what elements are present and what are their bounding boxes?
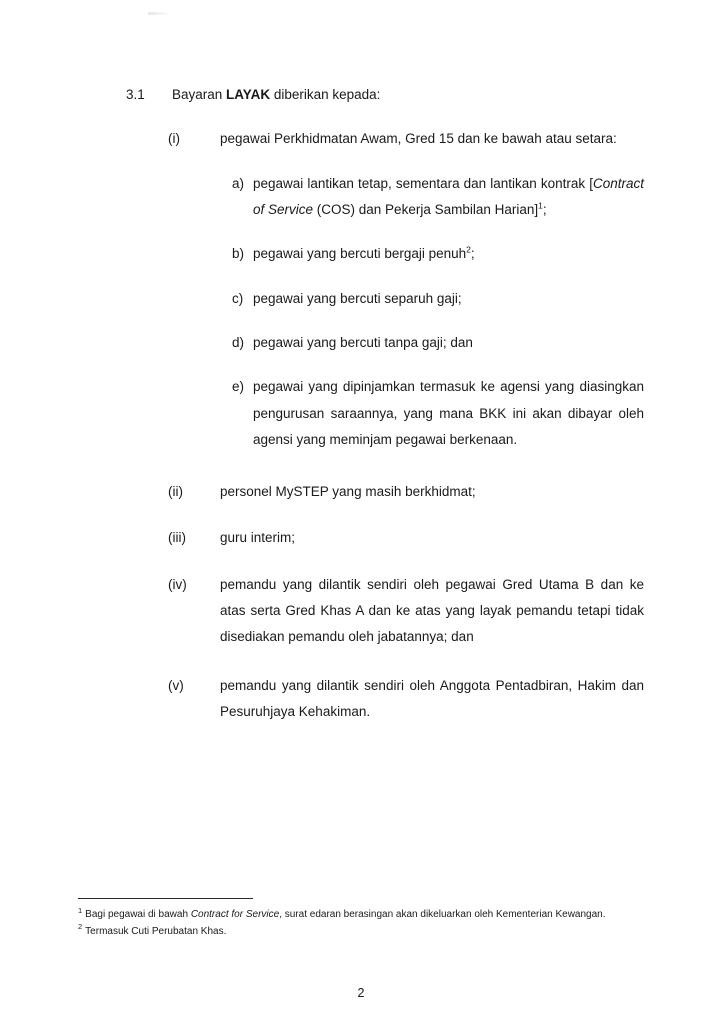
sub-list-item-marker: c) (232, 290, 244, 306)
sub-list-item-text (253, 241, 644, 267)
sub-list-item (232, 241, 644, 267)
footnote-text-part2: , surat edaran berasingan akan dikeluarkan oleh Kementerian Kewangan. (279, 909, 606, 920)
sub-list-item (232, 286, 644, 312)
sub-list-item-text: pegawai yang dipinjamkan termasuk ke agensi yang diasingkan pengurusan saraannya, yang mana BKK ini akan dibayar oleh agensi yang meminjam pegawai berkenaan. (253, 379, 644, 447)
footnote-2 (78, 922, 644, 940)
footnote-1 (78, 905, 644, 923)
sub-text-part1: pegawai lantikan tetap, sementara dan lantikan kontrak [ (253, 175, 593, 191)
sub-list-item (232, 171, 644, 224)
footnote-ref: 2 (466, 244, 471, 255)
section-3-1 (126, 82, 644, 108)
sub-text-part2: (COS) dan Pekerja Sambilan Harian] (313, 201, 539, 217)
list-item-text: pemandu yang dilantik sendiri oleh Anggota Pentadbiran, Hakim dan Pesuruhjaya Kehakiman. (220, 677, 644, 719)
section-lead-text (172, 82, 644, 108)
sub-list-item-marker: d) (232, 334, 245, 350)
list-item-text: pegawai Perkhidmatan Awam, Gred 15 dan ke bawah atau setara: (220, 131, 617, 147)
lead-before-bold: Bayaran (172, 87, 227, 102)
sub-text-end: ; (470, 246, 475, 262)
list-item-marker: (iii) (168, 530, 186, 546)
footnote-marker: 2 (78, 922, 83, 932)
footnote-marker: 1 (78, 905, 83, 915)
page-number: 2 (357, 986, 365, 1000)
sub-text-italic: Contract of Service (253, 175, 644, 217)
list-item-marker: (ii) (168, 484, 183, 500)
sub-text-part1: pegawai yang bercuti bergaji penuh (253, 246, 467, 262)
list-item (168, 126, 644, 152)
list-item-marker: (iv) (168, 576, 187, 592)
list-item (168, 525, 644, 551)
list-item-text: pemandu yang dilantik sendiri oleh pegawai Gred Utama B dan ke atas serta Gred Khas A dan ke atas yang layak pemandu tetapi tidak disediakan pemandu oleh jabatannya; dan (220, 576, 644, 645)
list-item-marker: (v) (168, 677, 184, 693)
sub-list-item (232, 330, 644, 356)
sub-list-item-marker: b) (232, 246, 245, 262)
list-item (168, 479, 644, 505)
list-item (168, 673, 644, 726)
lead-after-bold: diberikan kepada: (270, 87, 381, 102)
list-item-text: personel MySTEP yang masih berkhidmat; (220, 484, 476, 500)
sub-list-item-marker: e) (232, 379, 245, 395)
footnote-separator (78, 898, 253, 899)
sub-list-item-text (253, 171, 644, 224)
sub-list-item-marker: a) (232, 175, 245, 191)
footnote-text-italic: Contract for Service (190, 909, 280, 920)
footnote-text-part1: Termasuk Cuti Perubatan Khas. (85, 925, 227, 937)
footnote-area (78, 898, 644, 941)
sub-list-item-text: pegawai yang bercuti tanpa gaji; dan (253, 334, 473, 350)
sub-list-item-text: pegawai yang bercuti separuh gaji; (253, 290, 462, 306)
lead-bold-word: LAYAK (226, 87, 271, 102)
list-item-marker: (i) (168, 131, 180, 147)
sub-text-end: ; (542, 201, 547, 217)
footnote-ref: 1 (538, 200, 543, 211)
list-item (168, 572, 644, 651)
footnote-text-part1: Bagi pegawai di bawah (85, 909, 191, 920)
sub-list-item (232, 374, 644, 453)
section-number: 3.1 (126, 87, 145, 102)
list-item-text: guru interim; (220, 530, 296, 546)
